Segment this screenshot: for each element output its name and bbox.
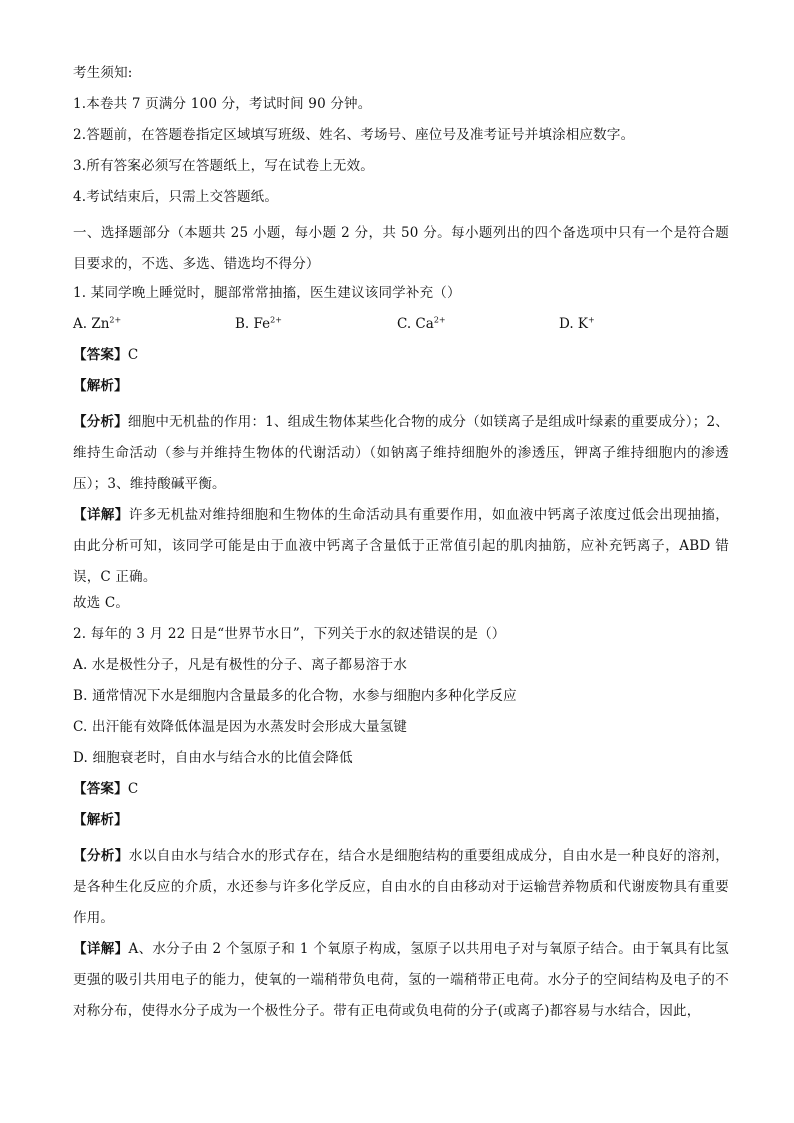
q1-answer — [73, 345, 729, 365]
q1-option-d: D. K+ — [559, 315, 595, 332]
q2-fenxi — [73, 841, 729, 934]
fenxi-text: 水以自由水与结合水的形式存在，结合水是细胞结构的重要组成成分，自由水是一种良好的溶剂，是各种生化反应的介质，水还参与许多化学反应，自由水的自由移动对于运输营养物质和代谢废物具有重要作用。 — [73, 848, 729, 926]
notice-item: 3.所有答案必须写在答题纸上，写在试卷上无效。 — [73, 158, 374, 174]
notice-item: 4.考试结束后，只需上交答题纸。 — [73, 189, 279, 205]
q2-xiangjie — [73, 934, 729, 1027]
notice-item: 1.本卷共 7 页满分 100 分，考试时间 90 分钟。 — [73, 96, 372, 112]
q1-options — [73, 314, 729, 334]
xiangjie-text: 许多无机盐对维持细胞和生物体的生命活动具有重要作用，如血液中钙离子浓度过低会出现抽搐，由此分析可知，该同学可能是由于血液中钙离子含量低于正常值引起的肌肉抽筋，应补充钙离子，ABD 错误，C 正确。 — [73, 507, 729, 585]
q2-option-a: A. 水是极性分子，凡是有极性的分子、离子都易溶于水 — [73, 657, 408, 673]
q2-answer — [73, 779, 729, 799]
q1-option-c: C. $Ca^{2+}$ — [397, 315, 446, 332]
fenxi-text: 细胞中无机盐的作用：1、组成生物体某些化合物的成分（如镁离子是组成叶绿素的重要成分）；2、维持生命活动（参与并维持生物体的代谢活动）（如钠离子维持细胞外的渗透压，钾离子维持细胞内的渗透压）；3、维持酸碱平衡。 — [73, 414, 729, 492]
q2-stem: 2. 每年的 3 月 22 日是“世界节水日”，下列关于水的叙述错误的是（） — [73, 626, 506, 642]
q2-option-b: B. 通常情况下水是细胞内含量最多的化合物，水参与细胞内多种化学反应 — [73, 688, 517, 704]
xiangjie-tag: 【详解】 — [73, 507, 129, 523]
exam-page — [73, 63, 729, 1027]
q1-option-a: A. $Zn^{2+}$ — [73, 315, 122, 332]
section-title: 一、选择题部分（本题共 25 小题，每小题 2 分，共 50 分。每小题列出的四个备选项中只有一个是符合题目要求的，不选、多选、错选均不得分） — [73, 225, 729, 272]
notice-title: 考生须知: — [73, 65, 133, 81]
xiangjie-tag: 【详解】 — [73, 941, 129, 957]
q2-option-d: D. 细胞衰老时，自由水与结合水的比值会降低 — [73, 750, 353, 766]
answer-value: C — [127, 781, 139, 797]
xiangjie-text: A、水分子由 2 个氢原子和 1 个氧原子构成，氢原子以共用电子对与氧原子结合。由于氧具有比氢更强的吸引共用电子的能力，使氧的一端稍带负电荷，氢的一端稍带正电荷。水分子的空间结构及电子的不对称分布，使得水分子成为一个极性分子。带有正电荷或负电荷的分子(或离子)都容易与水结合，因此， — [73, 941, 729, 1019]
q1-option-b: B. $Fe^{2+}$ — [235, 315, 282, 332]
q1-fenxi — [73, 407, 729, 500]
q1-xiangjie — [73, 500, 729, 593]
q1-stem: 1. 某同学晚上睡觉时，腿部常常抽搐，医生建议该同学补充（） — [73, 285, 461, 301]
answer-tag: 【答案】 — [73, 781, 128, 797]
q2-option-c: C. 出汗能有效降低体温是因为水蒸发时会形成大量氢键 — [73, 719, 408, 735]
notice-item: 2.答题前，在答题卷指定区域填写班级、姓名、考场号、座位号及准考证号并填涂相应数字。 — [73, 127, 635, 143]
q1-conclusion: 故选 C。 — [73, 595, 130, 611]
q1-analysis-tag: 【解析】 — [73, 378, 128, 394]
answer-value: C — [127, 347, 139, 363]
fenxi-tag: 【分析】 — [73, 414, 128, 430]
answer-tag: 【答案】 — [73, 347, 128, 363]
q2-analysis-tag: 【解析】 — [73, 812, 128, 828]
fenxi-tag: 【分析】 — [73, 848, 129, 864]
